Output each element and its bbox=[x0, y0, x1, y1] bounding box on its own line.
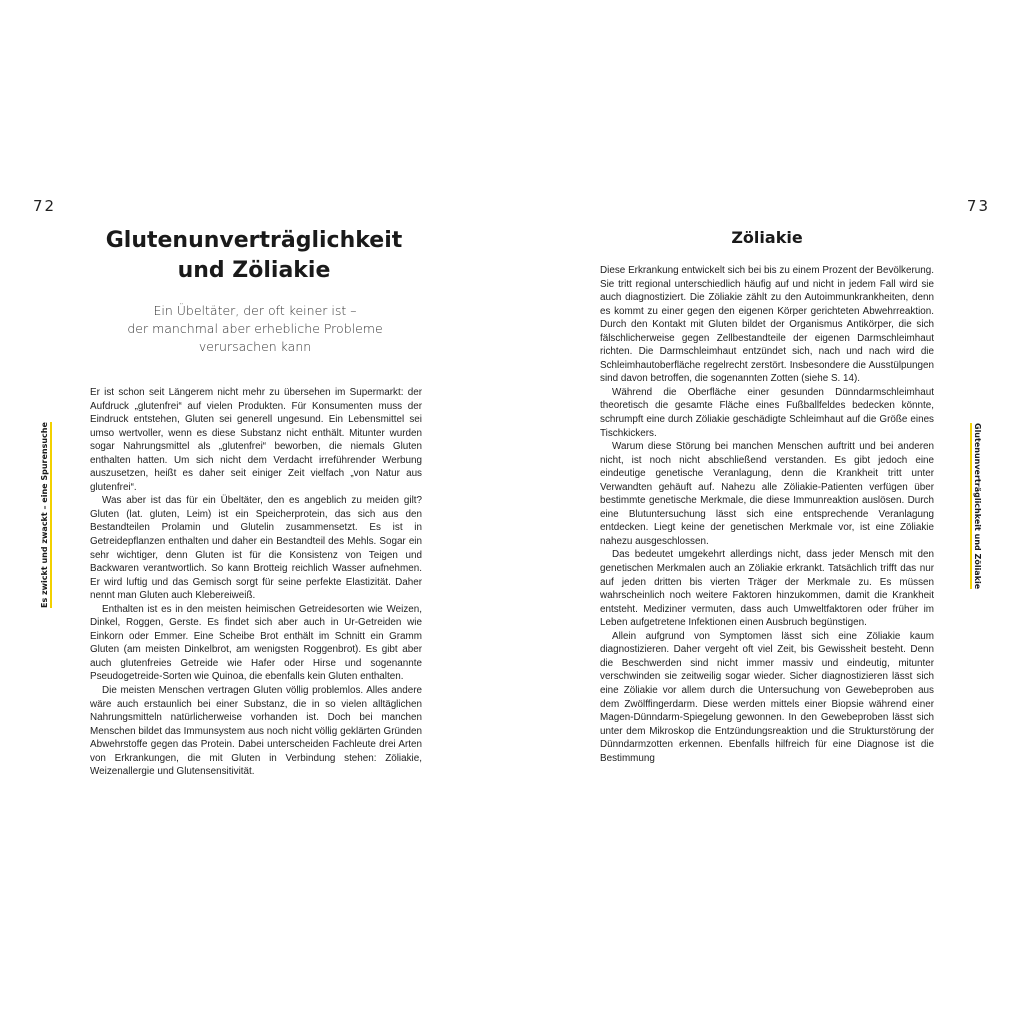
chapter-title-line: und Zöliakie bbox=[177, 258, 331, 283]
paragraph: Warum diese Störung bei manchen Menschen auftritt und bei anderen nicht, ist noch nicht abschließend verstanden. Es gibt jedoch eine eindeutige genetische Veranlagung, denn die Krankheit tritt unter Verwandten gehäuft auf. Nahezu alle Zöliakie-Patienten verfügen über bestimmte genetische Merkmale, die diese Immunreaktion auslösen. Durch eine Blutuntersuchung lässt sich eine entsprechende Veranlagung entdecken. Liegt keine der genetischen Merkmale vor, ist eine Zöliakie nahezu ausgeschlossen. bbox=[600, 441, 934, 547]
page-number: 72 bbox=[33, 197, 57, 215]
paragraph: Allein aufgrund von Symptomen lässt sich eine Zöliakie kaum diagnostizieren. Daher vergeht oft viel Zeit, bis Gewissheit besteht. Denn die Beschwerden sind nicht immer massiv und eindeutig, mitunter verschwinden sie zeitweilig sogar wieder. Sicher diagnostizieren lässt sich eine Zöliakie vor allem durch die Untersuchung von Gewebeproben aus dem Zwölffingerdarm. Diese werden mittels einer Biopsie während einer Magen-Dünndarm-Spiegelung gewonnen. In den Gewebeproben lässt sich unter dem Mikroskop die Entzündungsreaktion und die Strukturstörung der Dünndarmzotten erkennen. Ebenfalls hilfreich für eine Diagnose ist die Bestimmung bbox=[600, 630, 934, 764]
running-header-vertical: Glutenunverträglichkeit und Zöliakie bbox=[970, 423, 982, 589]
paragraph: Diese Erkrankung entwickelt sich bei bis zu einem Prozent der Bevölkerung. Sie tritt regional unterschiedlich häufig auf und nicht in jedem Fall wird sie auch diagnostiziert. Die Zöliakie zählt zu den Autoimmunkrankheiten, denn es kommt zu einer gegen den eigenen Körper gerichteten Abwehrreaktion. Durch den Kontakt mit Gluten bildet der Organismus Antikörper, die sich fälschlicherweise gegen Zellbestandteile der eigenen Darmschleimhaut richten. Die Darmschleimhaut entzündet sich, nach und nach wird die Schleimhautoberfläche regelrecht zerstört. Insbesondere die Ausstülpungen sind davon betroffen, die sogenannten Zotten (siehe S. 14). bbox=[600, 265, 934, 385]
chapter-title bbox=[88, 226, 420, 286]
page-number: 73 bbox=[966, 197, 990, 215]
paragraph: Die meisten Menschen vertragen Gluten völlig problemlos. Alles andere wäre auch erstaunlich bei einer Substanz, die in so vielen alltäglichen Nahrungsmitteln natürlicherweise vorhanden ist. Doch bei manchen Menschen bildet das Immunsystem aus noch nicht völlig geklärten Gründen Abwehrstoffe gegen das Protein. Dabei unterscheiden Fachleute drei Arten von Erkrankungen, die mit Gluten in Verbindung stehen: Zöliakie, Weizenallergie und Glutensensitivität. bbox=[90, 685, 422, 778]
paragraph: Das bedeutet umgekehrt allerdings nicht, dass jeder Mensch mit den genetischen Merkmalen auch an Zöliakie erkrankt. Tatsächlich trifft das nur auf jeden dritten bis vierten Träger der Merkmale zu. Es müssen wahrscheinlich noch weitere Faktoren hinzukommen, damit die Krankheit entsteht. Mediziner vermuten, dass auch Umweltfaktoren oder früher im Leben aufgetretene Infektionen einen Ausbruch begünstigen. bbox=[600, 549, 934, 629]
chapter-subtitle bbox=[100, 302, 410, 356]
chapter-title-line: Glutenunverträglichkeit bbox=[105, 228, 403, 253]
paragraph: Während die Oberfläche einer gesunden Dünndarmschleimhaut theoretisch die gesamte Fläche eines Fußballfeldes bedecken könnte, schrumpft eine durch Zöliakie geschädigte Schleimhaut auf die Größe eines Tischkickers. bbox=[600, 386, 934, 439]
subtitle-line: der manchmal aber erhebliche Probleme bbox=[127, 321, 383, 336]
body-text bbox=[600, 264, 934, 765]
subtitle-line: verursachen kann bbox=[198, 339, 312, 354]
subtitle-line: Ein Übeltäter, der oft keiner ist – bbox=[153, 303, 357, 318]
section-title: Zöliakie bbox=[731, 228, 803, 247]
paragraph: Was aber ist das für ein Übeltäter, den es angeblich zu meiden gilt? Gluten (lat. gluten, Leim) ist ein Speicherprotein, das sich aus den Bestandteilen Prolamin und Glutelin zusammensetzt. Es ist in Getreidepflanzen enthalten und daher ein Bestandteil des Mehls. Sogar ein sehr wichtiger, denn Gluten ist für die Konsistenz von Teigen und Backwaren verantwortlich. So kann Brotteig reichlich Wasser aufnehmen. Er wird luftig und das Gemisch sorgt für seine perfekte Elastizität. Daher nennt man Gluten auch Klebereiweiß. bbox=[90, 495, 422, 602]
body-text bbox=[90, 386, 422, 779]
running-header-vertical: Es zwickt und zwackt – eine Spurensuche bbox=[40, 422, 52, 608]
paragraph: Er ist schon seit Längerem nicht mehr zu übersehen im Supermarkt: der Aufdruck „glutenfrei“ auf vielen Produkten. Für Konsumenten muss der Eindruck entstehen, Gluten sei generell ungesund. Ein Lebensmittel sei umso wertvoller, wenn es diese Substanz nicht enthält. Mitunter wurden sogar Nahrungsmittel als „glutenfrei“ beworben, die niemals Gluten enthalten hatten. Um sich nicht dem Verdacht irreführender Werbung auszusetzen, heißt es daher seit einiger Zeit vielfach „von Natur aus glutenfrei“. bbox=[90, 387, 422, 493]
paragraph: Enthalten ist es in den meisten heimischen Getreidesorten wie Weizen, Dinkel, Roggen, Gerste. Es findet sich aber auch in Ur-Getreiden wie Einkorn oder Emmer. Eine Scheibe Brot enthält im Schnitt ein Gramm Gluten (am meisten Dinkelbrot, am wenigsten Roggenbrot). Es gibt aber auch glutenfreies Getreide wie Hafer oder Hirse und sogenannte Pseudogetreide-Sorten wie Quinoa, die ebenfalls kein Gluten enthalten. bbox=[90, 603, 422, 683]
